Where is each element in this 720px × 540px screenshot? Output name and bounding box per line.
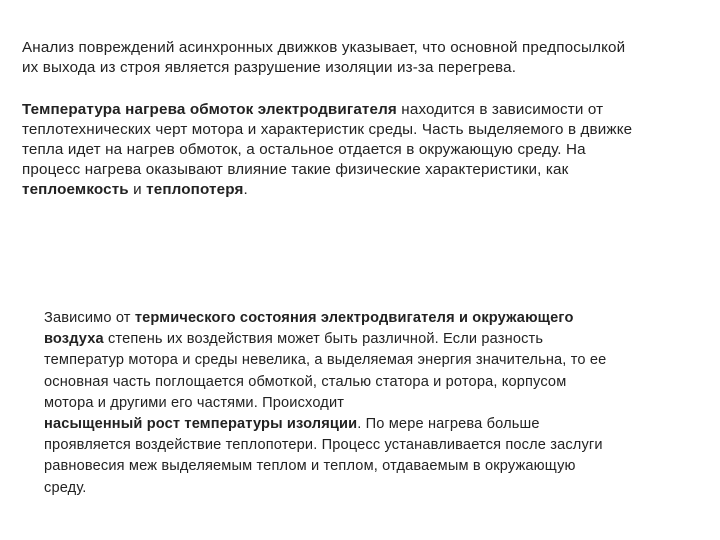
text-line: Анализ повреждений асинхронных движков указывает, что основной предпосылкой: [22, 39, 626, 56]
text-line: [44, 414, 684, 435]
bold-term: теплоемкость: [22, 181, 129, 198]
text-span: Зависимо от: [44, 310, 135, 326]
text-line: [22, 100, 702, 120]
text-line: процесс нагрева оказывают влияние такие физические характеристики, как: [22, 161, 569, 178]
bold-term: воздуха: [44, 331, 104, 348]
text-span: . По мере нагрева больше: [357, 416, 540, 433]
intro-paragraph: [22, 38, 702, 78]
text-span: степень их воздействия может быть различной. Если разность: [103, 331, 544, 348]
text-line: проявляется воздействие теплопотери. Процесс устанавливается после заслуги: [44, 437, 603, 454]
text-line: мотора и другими его частями. Происходит: [44, 394, 345, 411]
text-line: теплотехнических черт мотора и характеристик среды. Часть выделяемого в движке: [22, 121, 633, 138]
text-line: [44, 308, 684, 329]
bold-term: термического состояния электродвигателя и окружающего: [134, 310, 574, 326]
text-line: [44, 329, 684, 350]
text-span: находится в зависимости от: [396, 101, 604, 118]
text-line: их выхода из строя является разрушение изоляции из-за перегрева.: [22, 59, 517, 76]
text-line: равновесия меж выделяемым теплом и теплом, отдаваемым в окружающую: [44, 458, 576, 475]
text-line: тепла идет на нагрев обмоток, а остальное отдается в окружающую среду. На: [22, 141, 586, 158]
bold-term: насыщенный рост температуры изоляции: [44, 416, 358, 433]
text-line: [22, 180, 702, 200]
dependence-paragraph: [44, 308, 684, 499]
text-line: среду.: [44, 479, 87, 496]
text-line: температур мотора и среды невелика, а выделяемая энергия значительна, то ее: [44, 352, 607, 369]
text-line: основная часть поглощается обмоткой, сталью статора и ротора, корпусом: [44, 373, 567, 390]
text-span: и: [128, 181, 147, 198]
bold-term: Температура нагрева обмоток электродвигателя: [22, 101, 397, 118]
bold-term: теплопотеря: [146, 181, 244, 198]
text-span: .: [243, 181, 248, 198]
temperature-paragraph: [22, 100, 702, 200]
